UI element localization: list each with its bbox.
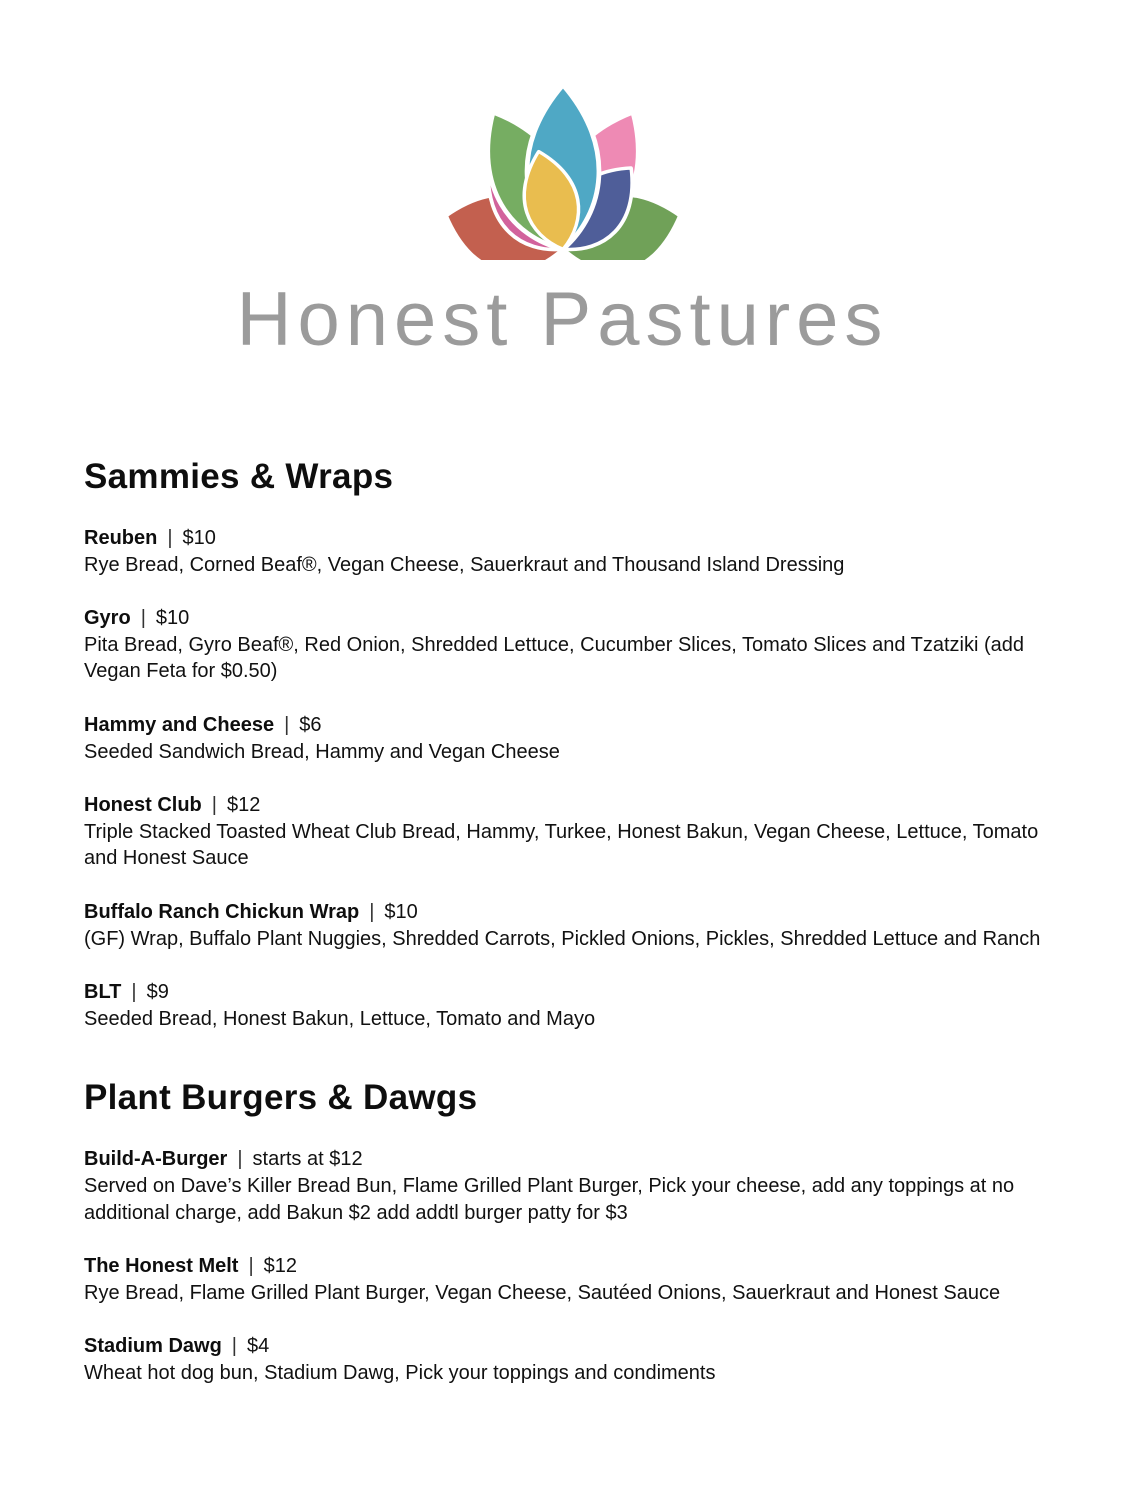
menu-item-header <box>84 525 1041 552</box>
menu <box>84 457 1041 1386</box>
menu-item <box>84 1333 1041 1386</box>
menu-item-header <box>84 792 1041 819</box>
menu-item-description: Rye Bread, Flame Grilled Plant Burger, Vegan Cheese, Sautéed Onions, Sauerkraut and Honest Sauce <box>84 1281 1001 1304</box>
menu-item-header <box>84 605 1041 632</box>
name-price-separator: | <box>140 607 146 630</box>
menu-item <box>84 1253 1041 1306</box>
menu-item-price: $12 <box>226 794 261 817</box>
name-price-separator: | <box>167 527 173 549</box>
menu-item-price: $10 <box>182 527 216 549</box>
menu-item-description: Served on Dave’s Killer Bread Bun, Flame Grilled Plant Burger, Pick your cheese, add any toppings at no additional charge, add Bakun $2 add addtl burger patty for $3 <box>84 1174 1015 1224</box>
menu-item-description: Seeded Sandwich Bread, Hammy and Vegan Cheese <box>84 740 560 763</box>
menu-item-name: Hammy and Cheese <box>84 713 275 736</box>
menu-item-description: Pita Bread, Gyro Beaf®, Red Onion, Shredded Lettuce, Cucumber Slices, Tomato Slices and Tzatziki (add Vegan Feta for $0.50) <box>84 633 1025 683</box>
menu-item-price: $10 <box>155 607 190 630</box>
logo-block <box>84 74 1041 363</box>
menu-item <box>84 979 1041 1032</box>
menu-item-name: Gyro <box>84 607 131 630</box>
name-price-separator: | <box>369 900 375 923</box>
section-plant-burgers-dawgs <box>84 1078 1041 1386</box>
menu-item-price: $6 <box>299 713 322 736</box>
brand-name: Honest Pastures <box>236 277 889 362</box>
section-sammies-wraps <box>84 457 1041 1032</box>
menu-item <box>84 1146 1041 1226</box>
menu-item-price: starts at $12 <box>252 1148 363 1171</box>
lotus-flower-icon <box>388 74 738 260</box>
menu-item-header <box>84 899 1041 926</box>
menu-item-description: Triple Stacked Toasted Wheat Club Bread, Hammy, Turkee, Honest Bakun, Vegan Cheese, Lettuce, Tomato and Honest Sauce <box>84 820 1039 870</box>
section-title: Sammies & Wraps <box>84 457 394 496</box>
menu-item-name: Honest Club <box>84 794 202 817</box>
menu-item-description: Wheat hot dog bun, Stadium Dawg, Pick your toppings and condiments <box>84 1361 716 1384</box>
menu-item-description: Rye Bread, Corned Beaf®, Vegan Cheese, Sauerkraut and Thousand Island Dressing <box>84 553 845 576</box>
menu-item <box>84 792 1041 872</box>
menu-item-description: Seeded Bread, Honest Bakun, Lettuce, Tomato and Mayo <box>84 1007 596 1030</box>
menu-item-name: BLT <box>84 981 122 1004</box>
menu-item-header <box>84 712 1041 739</box>
menu-item <box>84 605 1041 685</box>
menu-item <box>84 712 1041 765</box>
name-price-separator: | <box>211 794 217 817</box>
name-price-separator: | <box>248 1255 254 1278</box>
menu-item-name: Build-A-Burger <box>84 1148 228 1171</box>
menu-item-price: $12 <box>263 1255 298 1278</box>
menu-item-name: Stadium Dawg <box>84 1335 222 1358</box>
menu-item-name: The Honest Melt <box>84 1255 239 1278</box>
menu-item <box>84 899 1041 952</box>
name-price-separator: | <box>284 713 290 736</box>
menu-item-header <box>84 1146 1041 1173</box>
menu-item-header <box>84 1333 1041 1360</box>
menu-item-price: $10 <box>384 900 418 923</box>
name-price-separator: | <box>231 1335 237 1358</box>
menu-item-price: $9 <box>146 981 169 1004</box>
name-price-separator: | <box>237 1148 243 1171</box>
menu-item-name: Buffalo Ranch Chickun Wrap <box>84 900 360 923</box>
menu-item-price: $4 <box>247 1335 270 1358</box>
menu-item-header <box>84 979 1041 1006</box>
section-title: Plant Burgers & Dawgs <box>84 1078 478 1118</box>
menu-item <box>84 525 1041 578</box>
menu-item-description: (GF) Wrap, Buffalo Plant Nuggies, Shredded Carrots, Pickled Onions, Pickles, Shredded Lettuce and Ranch <box>84 927 1041 950</box>
menu-item-name: Reuben <box>84 527 158 549</box>
name-price-separator: | <box>131 981 137 1004</box>
menu-item-header <box>84 1253 1041 1280</box>
